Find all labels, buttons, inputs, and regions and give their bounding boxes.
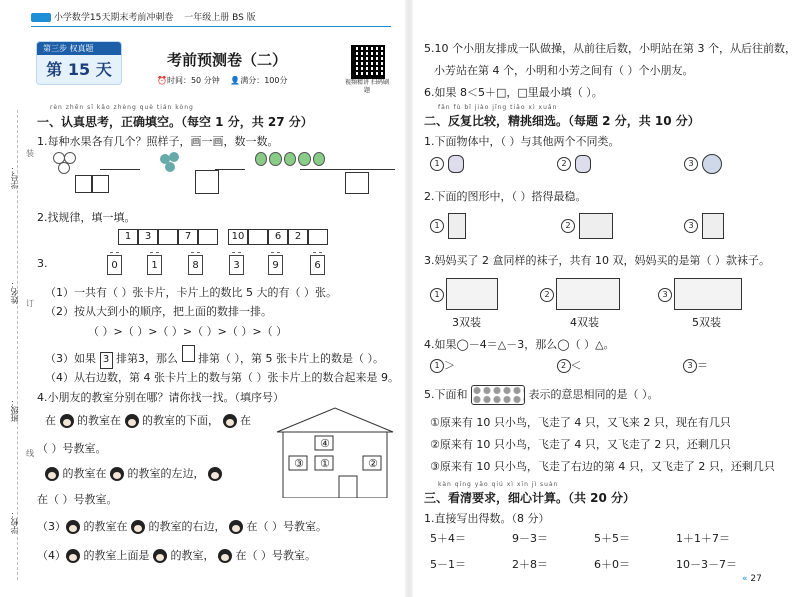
header-rule [31,26,391,27]
fruit-grapes2-icon [160,152,186,174]
day-badge [36,41,122,85]
option-2[interactable]: 2 [561,219,575,233]
answer-line-2 [215,169,245,170]
option-3[interactable]: 3 [658,288,672,302]
q4-line3: （3） 的教室在 的教室的右边， 在（ ）号教室。 [37,520,327,533]
option-1[interactable]: 1 [430,157,444,171]
calc-item[interactable]: 1＋1＋7＝ [676,532,730,545]
q4-text: 4.小朋友的教室分别在哪？请你找一找。（填序号） [37,391,284,404]
q6-text: 6.如果 8＜5＋□，□里最小填（ ）。 [424,86,603,99]
q4-line1b: （ ）号教室。 [37,442,107,455]
q3-label: 3. [37,257,48,270]
fruit-tally-box-4 [345,172,369,194]
option-2[interactable]: 2 [557,359,571,373]
child-girl2-icon [223,414,237,428]
r2-options [430,213,750,239]
r4-options: 1 ＞ 2 ＜ 3 ＝ [430,357,730,373]
child-girl-icon [60,414,74,428]
child-boy6-icon [66,549,80,563]
box-label-1: 3双装 [452,316,481,329]
page-title: 考前预测卷（二） [167,51,288,69]
exam-meta: ⏰时间：50 分钟 👤满分：100分 [157,76,288,85]
seq2-cell: 10 [228,229,248,245]
day-label: 第 15 天 [46,60,112,79]
seq2-cell: 2 [288,229,308,245]
answer-line [100,169,140,170]
calc-item[interactable]: 5＋4＝ [430,532,466,545]
seq1-cell: 3 [138,229,158,245]
q3-4: （4）从右边数，第 4 张卡片上的数与第（ ）张卡片上的数合起来是 9。 [45,371,399,384]
room-1: ① [320,457,330,470]
r2-text: 2.下面的图形中，（ ）搭得最稳。 [424,190,587,203]
sequence-1 [118,229,218,245]
number-card: 9 [268,255,283,275]
section3-title: 三、看清要求，细心计算。（共 20 分） [424,491,636,505]
child-boy-icon [125,414,139,428]
label-xuexiao: 学校： [10,510,19,534]
calc-item[interactable]: 10－3－7＝ [676,558,737,571]
building-svg [275,406,395,498]
sock-box2-icon [556,278,620,310]
clock-icon: ⏰ [157,76,167,85]
label-xuehao: 学号： [10,165,19,189]
calc-item[interactable]: 2＋8＝ [512,558,548,571]
fruit-tally-box-2 [91,175,109,193]
q5-text: 5.10 个小朋友排成一队做操，从前往后数，小明站在第 3 个，从后往前数， [424,42,796,55]
number-card: 3 [229,255,244,275]
number-card: 6 [310,255,325,275]
child-boy4-icon [131,520,145,534]
option-1[interactable]: 1 [430,288,444,302]
header-series: 小学数学15天期末考前冲刺卷 一年级上册 BS 版 [31,10,256,23]
seq2-cell: 6 [268,229,288,245]
q4-line4: （4） 的教室上面是 的教室， 在（ ）号教室。 [37,549,316,562]
q4-line1: 在 的教室在 的教室的下面， 在 [45,414,251,427]
fruit-grapes-icon [53,152,85,174]
section3-pinyin: kàn qīng yāo qiú xì xīn jì suàn [438,481,559,488]
mini-card-blank [182,345,195,362]
option-2[interactable]: 2 [557,157,571,171]
seq1-cell[interactable] [158,229,178,245]
qr-caption: 视频精讲 扫码刷题 [345,79,389,94]
calc-item[interactable]: 6＋0＝ [594,558,630,571]
r5-option-3[interactable]: ③原来有 10 只小鸟，飞走了右边的第 4 只，又飞走了 2 只，还剩几只 [430,460,775,473]
r4-text: 4.如果◯－4＝△－3，那么◯（ ）△。 [424,338,615,351]
child-girl6-icon [218,549,232,563]
page-number: « 27 [742,574,762,584]
q3-2: （2）按从大到小的顺序，把上面的数排一排。 [45,305,272,318]
cylinder-icon [448,155,464,173]
building-diagram [275,406,395,498]
r5-text: 5.下面和 表示的意思相同的是（ ）。 [424,385,659,405]
child-boy5-icon [229,520,243,534]
label-xingming: 姓名： [10,280,19,304]
calc-grid [430,530,760,572]
r5-option-2[interactable]: ②原来有 10 只小鸟，飞走了 4 只，又飞走了 2 只，还剩几只 [430,438,731,451]
stack-icon [448,213,466,239]
room-3: ③ [294,457,304,470]
step-tag: 第三步 权真题 [37,42,121,55]
option-3[interactable]: 3 [683,359,697,373]
q5-text-b: 小芳站在第 4 个，小明和小芳之间有（ ）个小朋友。 [434,64,694,77]
logo-icon [31,13,51,22]
mark-ding: 订 [26,299,34,308]
q3-3: （3）如果 3 排第3，那么 排第（ ），第 5 张卡片上的数是（ ）。 [45,345,384,369]
sock-box3-icon [674,278,742,310]
seq1-cell: 7 [178,229,198,245]
option-3[interactable]: 3 [684,219,698,233]
mark-xian: 线 [26,449,34,458]
r1-options [430,154,730,174]
qr-code[interactable] [351,45,385,79]
section1-pinyin: rèn zhēn sī kǎo zhèng què tián kòng [50,104,194,111]
child-boy2-icon [45,467,59,481]
child-girl3-icon [110,467,124,481]
sequence-2 [228,229,328,245]
user-icon: 👤 [230,76,241,85]
stack3-icon [702,213,724,239]
calc-item[interactable]: 5＋5＝ [594,532,630,545]
room-2: ② [368,457,378,470]
option-2[interactable]: 2 [540,288,554,302]
seq1-cell[interactable] [198,229,218,245]
child-girl5-icon [153,549,167,563]
r3-options [430,278,760,328]
q2-text: 2.找规律，填一填。 [37,211,136,224]
chevron-left-icon: « [742,574,748,584]
seq2-cell[interactable] [248,229,268,245]
room-4: ④ [320,437,330,450]
r5-option-1[interactable]: ①原来有 10 只小鸟，飞走了 4 只，又飞来 2 只，现在有几只 [430,416,731,429]
option-1[interactable]: 1 [430,219,444,233]
section2-pinyin: fǎn fù bǐ jiào jīng tiāo xì xuǎn [438,104,558,111]
q4-line2b: 在（ ）号教室。 [37,493,118,506]
q3-order-blanks[interactable]: （ ）>（ ）>（ ）>（ ）>（ ）>（ ） [88,325,288,338]
r3-text: 3.妈妈买了 2 盒同样的袜子，共有 10 双，妈妈买的是第（ ）款袜子。 [424,254,770,267]
seq1-cell: 1 [118,229,138,245]
number-card: 8 [188,255,203,275]
section2-title: 二、反复比较，精挑细选。（每题 2 分，共 10 分） [424,114,700,128]
page-divider [405,0,413,597]
calc-item[interactable]: 5－1＝ [430,558,466,571]
calc-item[interactable]: 9－3＝ [512,532,548,545]
answer-line-3 [300,169,395,170]
q3-1: （1）一共有（ ）张卡片，卡片上的数比 5 大的有（ ）张。 [45,286,337,299]
seq2-cell[interactable] [308,229,328,245]
bird-grid-icon [471,385,525,405]
child-girl4-icon [66,520,80,534]
q1-text: 1.每种水果各有几个？照样子，画一画，数一数。 [37,135,279,148]
label-banji: 班级： [10,398,19,422]
stack2-icon [579,213,613,239]
child-boy3-icon [208,467,222,481]
ball-icon [702,154,722,174]
q4-line2: 的教室在 的教室的左边， [45,465,222,481]
box-label-2: 4双装 [570,316,599,329]
number-card: 0 [107,255,122,275]
r1-text: 1.下面物体中，（ ）与其他两个不同类。 [424,135,620,148]
mark-zhuang: 装 [26,149,34,158]
cylinder2-icon [575,155,591,173]
section1-title: 一、认真思考，正确填空。（每空 1 分，共 27 分） [37,115,313,129]
fruit-melons-icon [255,152,325,174]
number-card: 1 [147,255,162,275]
mini-card: 3 [100,352,113,369]
option-3[interactable]: 3 [684,157,698,171]
c1-text: 1.直接写出得数。（8 分） [424,512,550,525]
sock-box-icon [446,278,498,310]
option-1[interactable]: 1 [430,359,444,373]
box-label-3: 5双装 [692,316,721,329]
fruit-tally-box-3 [195,170,219,194]
